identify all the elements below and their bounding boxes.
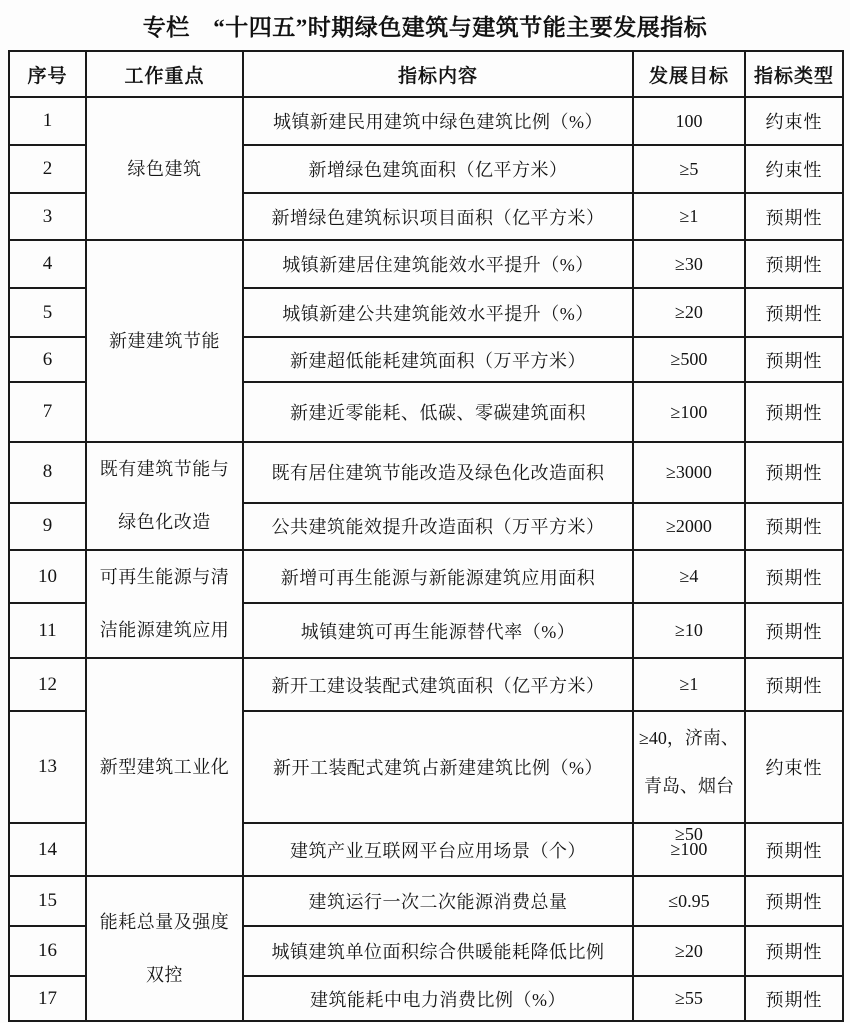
target-cell: ≥500 [633, 337, 745, 382]
indicator-cell: 建筑能耗中电力消费比例（%） [243, 976, 633, 1021]
type-cell: 预期性 [745, 193, 843, 240]
indicator-cell: 建筑运行一次二次能源消费总量 [243, 876, 633, 926]
seq-cell: 7 [9, 382, 86, 442]
indicator-cell: 城镇新建民用建筑中绿色建筑比例（%） [243, 97, 633, 145]
type-cell: 预期性 [745, 603, 843, 658]
target-cell: ≥100 [633, 382, 745, 442]
indicators-table [8, 50, 844, 1022]
seq-cell: 4 [9, 240, 86, 288]
type-cell: 预期性 [745, 976, 843, 1021]
col-header-focus: 工作重点 [86, 51, 243, 97]
type-cell: 约束性 [745, 145, 843, 193]
seq-cell: 11 [9, 603, 86, 658]
table-row-15 [9, 876, 843, 926]
group-label-line: 洁能源建筑应用 [99, 620, 230, 640]
group-label: 新建建筑节能 [109, 331, 220, 351]
seq-cell: 3 [9, 193, 86, 240]
col-header-target: 发展目标 [633, 51, 745, 97]
type-cell: 预期性 [745, 876, 843, 926]
group-cell-energy-dual-control [86, 876, 243, 1021]
group-label-line: 能耗总量及强度 [99, 911, 230, 932]
seq-cell: 13 [9, 711, 86, 823]
type-cell: 预期性 [745, 823, 843, 876]
indicator-cell: 城镇新建居住建筑能效水平提升（%） [243, 240, 633, 288]
target-cell: ≥100 [633, 823, 745, 876]
indicator-cell: 新增可再生能源与新能源建筑应用面积 [243, 550, 633, 603]
target-cell: ≤0.95 [633, 876, 745, 926]
indicator-cell: 公共建筑能效提升改造面积（万平方米） [243, 503, 633, 550]
seq-cell: 9 [9, 503, 86, 550]
target-cell [633, 711, 745, 844]
seq-cell: 6 [9, 337, 86, 382]
group-label-line: 既有建筑节能与 [99, 459, 230, 479]
table-row-1 [9, 97, 843, 145]
group-label: 新型建筑工业化 [99, 757, 230, 777]
type-cell: 约束性 [745, 711, 843, 823]
target-multiline [634, 712, 744, 844]
col-header-type: 指标类型 [745, 51, 843, 97]
group-cell-new-building-energy [86, 240, 243, 442]
indicator-cell: 既有居住建筑节能改造及绿色化改造面积 [243, 442, 633, 503]
target-cell: ≥20 [633, 288, 745, 337]
target-line: ≥50 [675, 824, 703, 844]
target-cell: ≥10 [633, 603, 745, 658]
seq-cell: 10 [9, 550, 86, 603]
type-cell: 预期性 [745, 288, 843, 337]
type-cell: 预期性 [745, 382, 843, 442]
seq-cell: 15 [9, 876, 86, 926]
indicator-cell: 城镇新建公共建筑能效水平提升（%） [243, 288, 633, 337]
target-cell: ≥4 [633, 550, 745, 603]
table-row-12 [9, 658, 843, 711]
table-row-8 [9, 442, 843, 503]
type-cell: 预期性 [745, 926, 843, 976]
group-label-line: 可再生能源与清 [99, 567, 230, 587]
type-cell: 预期性 [745, 442, 843, 503]
type-cell: 预期性 [745, 240, 843, 288]
table-title: 专栏 “十四五”时期绿色建筑与建筑节能主要发展指标 [142, 15, 708, 40]
table-row-10 [9, 550, 843, 603]
seq-cell: 14 [9, 823, 86, 876]
target-cell: ≥55 [633, 976, 745, 1021]
target-line: ≥40，济南、 [639, 728, 739, 748]
col-header-seq: 序号 [9, 51, 86, 97]
indicator-cell: 新开工建设装配式建筑面积（亿平方米） [243, 658, 633, 711]
target-cell: ≥1 [633, 658, 745, 711]
target-cell: ≥3000 [633, 442, 745, 503]
type-cell: 预期性 [745, 658, 843, 711]
indicator-cell: 新增绿色建筑标识项目面积（亿平方米） [243, 193, 633, 240]
target-cell: ≥2000 [633, 503, 745, 550]
target-cell: ≥1 [633, 193, 745, 240]
seq-cell: 1 [9, 97, 86, 145]
seq-cell: 8 [9, 442, 86, 503]
group-cell-green-building [86, 97, 243, 240]
target-cell: ≥30 [633, 240, 745, 288]
indicator-cell: 新开工装配式建筑占新建建筑比例（%） [243, 711, 633, 823]
col-header-indicator: 指标内容 [243, 51, 633, 97]
seq-cell: 17 [9, 976, 86, 1021]
group-label-line: 绿色化改造 [118, 512, 211, 532]
group-label: 绿色建筑 [127, 158, 202, 179]
indicator-cell: 新增绿色建筑面积（亿平方米） [243, 145, 633, 193]
header-row [9, 51, 843, 97]
seq-cell: 2 [9, 145, 86, 193]
indicator-cell: 新建超低能耗建筑面积（万平方米） [243, 337, 633, 382]
type-cell: 预期性 [745, 550, 843, 603]
target-cell: 100 [633, 97, 745, 145]
type-cell: 约束性 [745, 97, 843, 145]
table-row-4 [9, 240, 843, 288]
target-cell: ≥5 [633, 145, 745, 193]
group-cell-renewable-energy [86, 550, 243, 658]
indicator-cell: 建筑产业互联网平台应用场景（个） [243, 823, 633, 876]
seq-cell: 12 [9, 658, 86, 711]
indicator-cell: 城镇建筑单位面积综合供暖能耗降低比例 [243, 926, 633, 976]
target-cell: ≥20 [633, 926, 745, 976]
target-line: 青岛、烟台 [644, 776, 734, 796]
group-label-line: 双控 [146, 964, 183, 985]
seq-cell: 5 [9, 288, 86, 337]
seq-cell: 16 [9, 926, 86, 976]
type-cell: 预期性 [745, 503, 843, 550]
group-cell-industrialization [86, 658, 243, 876]
group-cell-existing-retrofit [86, 442, 243, 550]
type-cell: 预期性 [745, 337, 843, 382]
indicator-cell: 城镇建筑可再生能源替代率（%） [243, 603, 633, 658]
indicator-cell: 新建近零能耗、低碳、零碳建筑面积 [243, 382, 633, 442]
